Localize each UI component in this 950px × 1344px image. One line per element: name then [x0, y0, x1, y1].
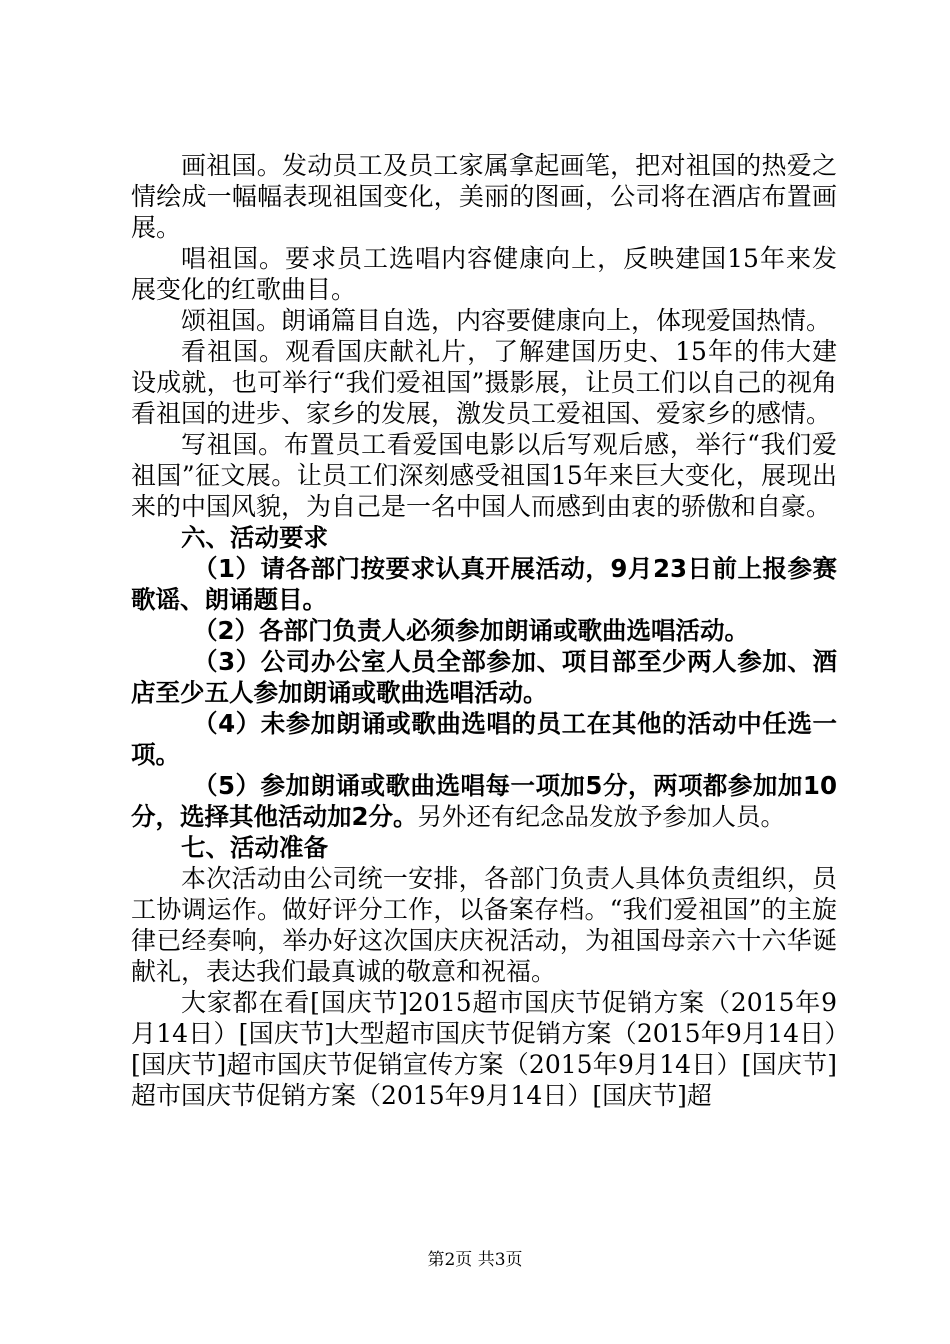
paragraph-sing: 唱祖国。要求员工选唱内容健康向上，反映建国15年来发展变化的红歌曲目。 — [131, 244, 837, 304]
requirement-item-5-tail: 另外还有纪念品发放予参加人员。 — [417, 802, 786, 831]
section-heading-requirements: 六、活动要求 — [181, 523, 328, 552]
requirement-item-2: （2）各部门负责人必须参加朗诵或歌曲选唱活动。 — [193, 616, 750, 645]
requirement-item-3: （3）公司办公室人员全部参加、项目部至少两人参加、酒店至少五人参加朗诵或歌曲选唱活动。 — [131, 647, 837, 707]
paragraph-watch: 看祖国。观看国庆献礼片，了解建国历史、15年的伟大建设成就，也可举行“我们爱祖国”摄影展，让员工们以自己的视角看祖国的进步、家乡的发展，激发员工爱祖国、爱家乡的感情。 — [131, 337, 837, 428]
paragraph-recite: 颂祖国。朗诵篇目自选，内容要健康向上，体现爱国热情。 — [181, 306, 832, 335]
paragraph-related-links: 大家都在看[国庆节]2015超市国庆节促销方案（2015年9月14日）[国庆节]大型超市国庆节促销方案（2015年9月14日）[国庆节]超市国庆节促销宣传方案（2015年9月14日）[国庆节]超市国庆节促销方案（2015年9月14日）[国庆节]超 — [131, 988, 837, 1110]
requirement-item-4: （4）未参加朗诵或歌曲选唱的员工在其他的活动中任选一项。 — [131, 709, 837, 769]
section-heading-preparation: 七、活动准备 — [181, 833, 328, 862]
paragraph-write: 写祖国。布置员工看爱国电影以后写观后感，举行“我们爱祖国”征文展。让员工们深刻感受祖国15年来巨大变化，展现出来的中国风貌，为自己是一名中国人而感到由衷的骄傲和自豪。 — [131, 430, 837, 521]
requirement-item-5-main: （5）参加朗诵或歌曲选唱每一项加5分，两项都参加加10分，选择其他活动加2分。 — [131, 771, 837, 831]
requirement-item-5 — [131, 770, 837, 832]
paragraph-draw: 画祖国。发动员工及员工家属拿起画笔，把对祖国的热爱之情绘成一幅幅表现祖国变化，美丽的图画，公司将在酒店布置画展。 — [131, 151, 837, 242]
page-footer: 第2页 共3页 — [427, 1250, 523, 1270]
document-body — [131, 150, 837, 1111]
requirement-item-1: （1）请各部门按要求认真开展活动，9月23日前上报参赛歌谣、朗诵题目。 — [131, 554, 837, 614]
paragraph-preparation: 本次活动由公司统一安排，各部门负责人具体负责组织，员工协调运作。做好评分工作，以备案存档。“我们爱祖国”的主旋律已经奏响，举办好这次国庆庆祝活动，为祖国母亲六十六华诞献礼，表达我们最真诚的敬意和祝福。 — [131, 864, 837, 986]
